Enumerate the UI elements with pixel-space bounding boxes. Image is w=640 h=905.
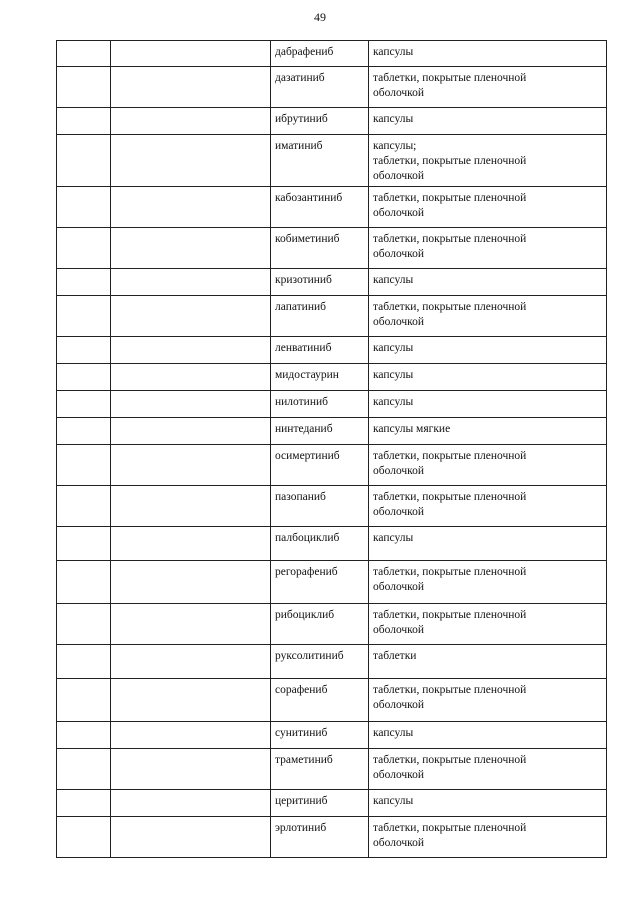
group-cell (111, 604, 271, 645)
code-cell (57, 67, 111, 108)
code-cell (57, 391, 111, 418)
code-cell (57, 135, 111, 187)
dosage-form-cell: капсулы (369, 269, 607, 296)
code-cell (57, 679, 111, 722)
group-cell (111, 527, 271, 561)
code-cell (57, 418, 111, 445)
drug-name-cell: траметиниб (271, 749, 369, 790)
drug-name-cell: кобиметиниб (271, 228, 369, 269)
drug-name-cell: мидостаурин (271, 364, 369, 391)
drug-name-cell: нилотиниб (271, 391, 369, 418)
table-row (57, 41, 607, 67)
drug-name-cell: ленватиниб (271, 337, 369, 364)
group-cell (111, 679, 271, 722)
table-row (57, 645, 607, 679)
table-row (57, 269, 607, 296)
group-cell (111, 41, 271, 67)
drug-name-cell: лапатиниб (271, 296, 369, 337)
dosage-form-cell: таблетки, покрытые пленочной оболочкой (369, 604, 607, 645)
code-cell (57, 486, 111, 527)
group-cell (111, 645, 271, 679)
dosage-form-cell: таблетки, покрытые пленочной оболочкой (369, 486, 607, 527)
drug-name-cell: дазатиниб (271, 67, 369, 108)
group-cell (111, 108, 271, 135)
drug-name-cell: палбоциклиб (271, 527, 369, 561)
group-cell (111, 790, 271, 817)
drug-name-cell: сунитиниб (271, 722, 369, 749)
code-cell (57, 108, 111, 135)
code-cell (57, 722, 111, 749)
group-cell (111, 561, 271, 604)
code-cell (57, 296, 111, 337)
drug-name-cell: пазопаниб (271, 486, 369, 527)
table-row (57, 135, 607, 187)
dosage-form-cell: таблетки, покрытые пленочной оболочкой (369, 679, 607, 722)
drug-name-cell: сорафениб (271, 679, 369, 722)
group-cell (111, 364, 271, 391)
table-row (57, 817, 607, 858)
code-cell (57, 228, 111, 269)
dosage-form-cell: капсулы; таблетки, покрытые пленочной оболочкой (369, 135, 607, 187)
group-cell (111, 135, 271, 187)
table-row (57, 679, 607, 722)
dosage-form-cell: капсулы мягкие (369, 418, 607, 445)
table-row (57, 67, 607, 108)
page-number: 49 (314, 10, 326, 24)
group-cell (111, 296, 271, 337)
table-row (57, 486, 607, 527)
code-cell (57, 790, 111, 817)
group-cell (111, 418, 271, 445)
group-cell (111, 269, 271, 296)
table-row (57, 391, 607, 418)
group-cell (111, 817, 271, 858)
table-row (57, 445, 607, 486)
drug-name-cell: регорафениб (271, 561, 369, 604)
table-row (57, 228, 607, 269)
drug-table (56, 40, 607, 858)
drug-name-cell: руксолитиниб (271, 645, 369, 679)
table-row (57, 790, 607, 817)
code-cell (57, 41, 111, 67)
dosage-form-cell: капсулы (369, 108, 607, 135)
drug-name-cell: дабрафениб (271, 41, 369, 67)
table-row (57, 749, 607, 790)
drug-name-cell: осимертиниб (271, 445, 369, 486)
group-cell (111, 749, 271, 790)
group-cell (111, 337, 271, 364)
table-row (57, 722, 607, 749)
group-cell (111, 391, 271, 418)
code-cell (57, 561, 111, 604)
code-cell (57, 364, 111, 391)
drug-name-cell: кабозантиниб (271, 187, 369, 228)
dosage-form-cell: таблетки, покрытые пленочной оболочкой (369, 561, 607, 604)
drug-name-cell: рибоциклиб (271, 604, 369, 645)
drug-name-cell: ибрутиниб (271, 108, 369, 135)
dosage-form-cell: таблетки, покрытые пленочной оболочкой (369, 67, 607, 108)
drug-name-cell: кризотиниб (271, 269, 369, 296)
code-cell (57, 604, 111, 645)
drug-name-cell: иматиниб (271, 135, 369, 187)
dosage-form-cell: таблетки, покрытые пленочной оболочкой (369, 817, 607, 858)
dosage-form-cell: таблетки, покрытые пленочной оболочкой (369, 296, 607, 337)
dosage-form-cell: капсулы (369, 337, 607, 364)
dosage-form-cell: таблетки, покрытые пленочной оболочкой (369, 187, 607, 228)
group-cell (111, 722, 271, 749)
table-row (57, 108, 607, 135)
dosage-form-cell: капсулы (369, 41, 607, 67)
code-cell (57, 527, 111, 561)
code-cell (57, 645, 111, 679)
code-cell (57, 445, 111, 486)
code-cell (57, 817, 111, 858)
dosage-form-cell: таблетки, покрытые пленочной оболочкой (369, 749, 607, 790)
group-cell (111, 445, 271, 486)
dosage-form-cell: таблетки, покрытые пленочной оболочкой (369, 445, 607, 486)
group-cell (111, 187, 271, 228)
group-cell (111, 228, 271, 269)
drug-name-cell: нинтеданиб (271, 418, 369, 445)
drug-name-cell: эрлотиниб (271, 817, 369, 858)
dosage-form-cell: капсулы (369, 527, 607, 561)
code-cell (57, 749, 111, 790)
dosage-form-cell: таблетки (369, 645, 607, 679)
table-row (57, 296, 607, 337)
table-row (57, 604, 607, 645)
table-row (57, 527, 607, 561)
dosage-form-cell: капсулы (369, 391, 607, 418)
table-row (57, 418, 607, 445)
code-cell (57, 269, 111, 296)
group-cell (111, 486, 271, 527)
code-cell (57, 187, 111, 228)
dosage-form-cell: капсулы (369, 722, 607, 749)
table-row (57, 337, 607, 364)
table-row (57, 187, 607, 228)
dosage-form-cell: таблетки, покрытые пленочной оболочкой (369, 228, 607, 269)
group-cell (111, 67, 271, 108)
table-body (57, 41, 607, 858)
dosage-form-cell: капсулы (369, 790, 607, 817)
table-row (57, 364, 607, 391)
table-row (57, 561, 607, 604)
code-cell (57, 337, 111, 364)
drug-name-cell: церитиниб (271, 790, 369, 817)
dosage-form-cell: капсулы (369, 364, 607, 391)
